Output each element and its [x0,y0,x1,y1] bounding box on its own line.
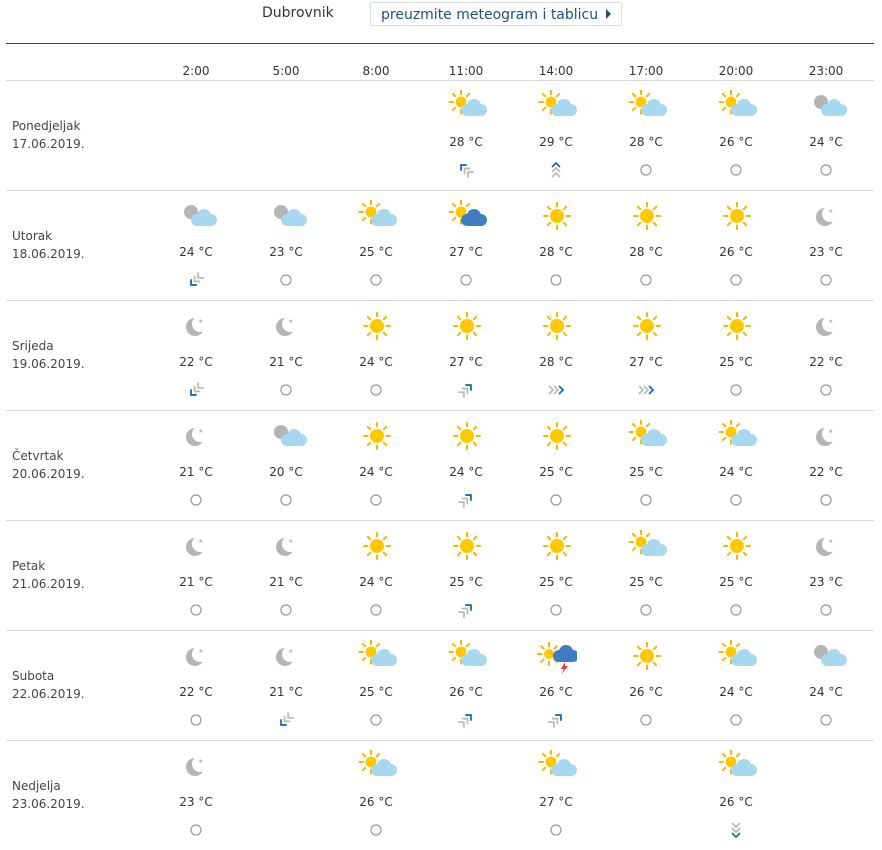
forecast-cell [511,630,601,740]
temperature: 28 °C [539,355,573,369]
temperature: 22 °C [179,685,213,699]
calm-wind-icon [275,382,297,398]
calm-wind-icon [635,492,657,508]
time-header: 11:00 [448,64,484,78]
temperature: 24 °C [809,685,843,699]
forecast-cell [601,190,691,300]
moon-icon [177,750,217,784]
partly-cloudy-icon [717,420,757,454]
partly-cloudy-icon [537,750,577,784]
partly-cloudy-icon [357,750,397,784]
temperature: 20 °C [269,465,303,479]
forecast-cell [241,190,331,300]
city-name: Dubrovnik [262,5,334,21]
download-label: preuzmite meteogram i tablicu [381,7,599,23]
forecast-cell [331,630,421,740]
forecast-cell [421,410,511,520]
moon-icon [267,310,307,344]
forecast-cell [151,520,241,630]
sun-icon [537,420,577,454]
time-header: 23:00 [808,64,844,78]
wind-arrow-icon [455,162,477,178]
day-name: Nedjelja [12,779,61,793]
day-label [12,667,85,703]
day-date: 19.06.2019. [12,357,85,371]
forecast-cell [241,410,331,520]
forecast-cell [421,190,511,300]
temperature: 25 °C [359,685,393,699]
temperature: 25 °C [629,575,663,589]
forecast-cell [331,300,421,410]
calm-wind-icon [725,492,747,508]
calm-wind-icon [365,822,387,838]
forecast-cell [151,740,241,850]
calm-wind-icon [635,162,657,178]
svg-text:★: ★ [828,318,834,325]
calm-wind-icon [815,272,837,288]
svg-text:★: ★ [828,538,834,545]
temperature: 23 °C [809,245,843,259]
day-date: 21.06.2019. [12,577,85,591]
forecast-cell [511,190,601,300]
wind-arrow-icon [185,382,207,398]
svg-text:★: ★ [288,538,294,545]
day-date: 18.06.2019. [12,247,85,261]
svg-text:★: ★ [198,538,204,545]
forecast-cell [511,80,601,190]
day-name: Subota [12,669,55,683]
svg-text:★: ★ [288,648,294,655]
partly-cloudy-icon [447,640,487,674]
calm-wind-icon [545,822,567,838]
forecast-cell [331,410,421,520]
wind-arrow-icon [185,272,207,288]
calm-wind-icon [545,602,567,618]
day-date: 17.06.2019. [12,137,85,151]
moon-icon [177,420,217,454]
forecast-cell [691,520,781,630]
temperature: 24 °C [809,135,843,149]
sun-icon [627,310,667,344]
temperature: 26 °C [359,795,393,809]
calm-wind-icon [365,272,387,288]
forecast-cell [421,300,511,410]
day-date: 22.06.2019. [12,687,85,701]
forecast-cell [781,630,871,740]
sun-icon [357,530,397,564]
temperature: 22 °C [809,465,843,479]
sun-icon [357,310,397,344]
sun-icon [717,530,757,564]
forecast-cell [421,630,511,740]
arrow-right-icon [606,9,611,19]
temperature: 25 °C [629,465,663,479]
sun-icon [627,200,667,234]
calm-wind-icon [365,602,387,618]
temperature: 26 °C [719,135,753,149]
forecast-cell [781,520,871,630]
forecast-cell [781,300,871,410]
forecast-cell [781,80,871,190]
forecast-cell [331,190,421,300]
temperature: 26 °C [539,685,573,699]
calm-wind-icon [185,822,207,838]
calm-wind-icon [815,492,837,508]
sun-icon [537,530,577,564]
sun-icon [537,310,577,344]
calm-wind-icon [365,492,387,508]
temperature: 26 °C [719,795,753,809]
temperature: 24 °C [449,465,483,479]
day-label [12,227,85,263]
forecast-cell [601,410,691,520]
day-label [12,337,85,373]
time-header: 5:00 [272,64,300,78]
temperature: 24 °C [179,245,213,259]
partly-cloudy-icon [627,90,667,124]
sun-icon [357,420,397,454]
calm-wind-icon [185,602,207,618]
partly-cloudy-icon [717,750,757,784]
svg-text:★: ★ [288,318,294,325]
wind-arrow-icon [455,602,477,618]
moon-icon [177,310,217,344]
forecast-cell [511,520,601,630]
calm-wind-icon [185,712,207,728]
moon-icon [807,530,847,564]
partly-cloudy-icon [537,90,577,124]
temperature: 28 °C [629,135,663,149]
calm-wind-icon [185,492,207,508]
day-name: Petak [12,559,46,573]
moon-icon [177,640,217,674]
forecast-cell [421,520,511,630]
calm-wind-icon [275,272,297,288]
calm-wind-icon [725,712,747,728]
wind-arrow-icon [455,382,477,398]
temperature: 21 °C [269,575,303,589]
forecast-cell [691,630,781,740]
time-header: 14:00 [538,64,574,78]
calm-wind-icon [545,272,567,288]
moon-icon [807,310,847,344]
temperature: 26 °C [629,685,663,699]
forecast-cell [511,410,601,520]
day-name: Srijeda [12,339,54,353]
day-date: 23.06.2019. [12,797,85,811]
wind-arrow-icon [275,712,297,728]
temperature: 21 °C [269,355,303,369]
svg-text:★: ★ [198,428,204,435]
header-divider [6,43,874,44]
forecast-cell [691,410,781,520]
temperature: 22 °C [179,355,213,369]
partly-cloudy-icon [717,90,757,124]
calm-wind-icon [725,602,747,618]
calm-wind-icon [545,492,567,508]
partly-cloudy-icon [447,90,487,124]
temperature: 26 °C [449,685,483,699]
forecast-cell [691,740,781,850]
night-cloudy-icon [177,200,217,234]
temperature: 22 °C [809,355,843,369]
time-header: 8:00 [362,64,390,78]
moon-icon [267,640,307,674]
calm-wind-icon [725,272,747,288]
calm-wind-icon [725,382,747,398]
temperature: 24 °C [719,465,753,479]
forecast-cell [151,630,241,740]
temperature: 25 °C [359,245,393,259]
forecast-cell [331,740,421,850]
download-meteogram-button[interactable] [370,2,622,26]
wind-arrow-icon [635,382,657,398]
forecast-cell [241,520,331,630]
forecast-cell [421,80,511,190]
sun-icon [627,640,667,674]
sun-icon [717,310,757,344]
temperature: 27 °C [539,795,573,809]
forecast-cell [601,520,691,630]
temperature: 26 °C [719,245,753,259]
forecast-cell [511,300,601,410]
partly-cloudy-icon [627,530,667,564]
temperature: 28 °C [449,135,483,149]
day-date: 20.06.2019. [12,467,85,481]
cloudy-icon [447,200,487,234]
temperature: 21 °C [179,465,213,479]
temperature: 23 °C [809,575,843,589]
wind-arrow-icon [455,712,477,728]
moon-icon [267,530,307,564]
temperature: 27 °C [629,355,663,369]
wind-arrow-icon [545,382,567,398]
temperature: 24 °C [719,685,753,699]
night-cloudy-icon [807,640,847,674]
day-label [12,557,85,593]
calm-wind-icon [275,492,297,508]
night-cloudy-icon [267,200,307,234]
calm-wind-icon [635,602,657,618]
temperature: 21 °C [269,685,303,699]
forecast-cell [331,520,421,630]
forecast-cell [691,80,781,190]
svg-text:★: ★ [198,318,204,325]
forecast-cell [241,300,331,410]
calm-wind-icon [815,162,837,178]
sun-icon [717,200,757,234]
forecast-cell [601,300,691,410]
night-cloudy-icon [807,90,847,124]
day-name: Ponedjeljak [12,119,81,133]
forecast-cell [691,190,781,300]
moon-icon [807,420,847,454]
temperature: 25 °C [539,575,573,589]
wind-arrow-icon [545,162,567,178]
time-header: 20:00 [718,64,754,78]
forecast-cell [151,300,241,410]
temperature: 29 °C [539,135,573,149]
forecast-cell [601,80,691,190]
calm-wind-icon [365,382,387,398]
temperature: 27 °C [449,355,483,369]
temperature: 25 °C [719,355,753,369]
day-label [12,447,85,483]
wind-arrow-icon [545,712,567,728]
calm-wind-icon [815,602,837,618]
sun-icon [447,530,487,564]
partly-cloudy-icon [357,640,397,674]
temperature: 25 °C [719,575,753,589]
wind-arrow-icon [455,492,477,508]
temperature: 23 °C [179,795,213,809]
svg-text:★: ★ [198,648,204,655]
wind-arrow-icon [725,822,747,838]
svg-text:★: ★ [828,428,834,435]
temperature: 21 °C [179,575,213,589]
temperature: 25 °C [449,575,483,589]
temperature: 24 °C [359,575,393,589]
day-name: Utorak [12,229,53,243]
forecast-cell [781,410,871,520]
svg-text:★: ★ [828,208,834,215]
partly-cloudy-icon [627,420,667,454]
thunderstorm-icon [537,640,577,674]
calm-wind-icon [815,712,837,728]
moon-icon [807,200,847,234]
day-label [12,777,85,813]
temperature: 27 °C [449,245,483,259]
temperature: 24 °C [359,355,393,369]
temperature: 25 °C [539,465,573,479]
forecast-cell [511,740,601,850]
forecast-cell [241,630,331,740]
svg-text:★: ★ [198,758,204,765]
forecast-cell [781,190,871,300]
forecast-cell [601,630,691,740]
forecast-cell [151,410,241,520]
time-header: 17:00 [628,64,664,78]
forecast-cell [691,300,781,410]
temperature: 23 °C [269,245,303,259]
day-name: Četvrtak [12,449,64,463]
calm-wind-icon [455,272,477,288]
sun-icon [537,200,577,234]
night-cloudy-icon [267,420,307,454]
temperature: 28 °C [629,245,663,259]
day-label [12,117,85,153]
temperature: 28 °C [539,245,573,259]
sun-icon [447,310,487,344]
temperature: 24 °C [359,465,393,479]
calm-wind-icon [275,602,297,618]
time-header: 2:00 [182,64,210,78]
calm-wind-icon [635,712,657,728]
calm-wind-icon [635,272,657,288]
partly-cloudy-icon [357,200,397,234]
partly-cloudy-icon [717,640,757,674]
sun-icon [447,420,487,454]
calm-wind-icon [365,712,387,728]
forecast-cell [151,190,241,300]
moon-icon [177,530,217,564]
calm-wind-icon [815,382,837,398]
calm-wind-icon [725,162,747,178]
